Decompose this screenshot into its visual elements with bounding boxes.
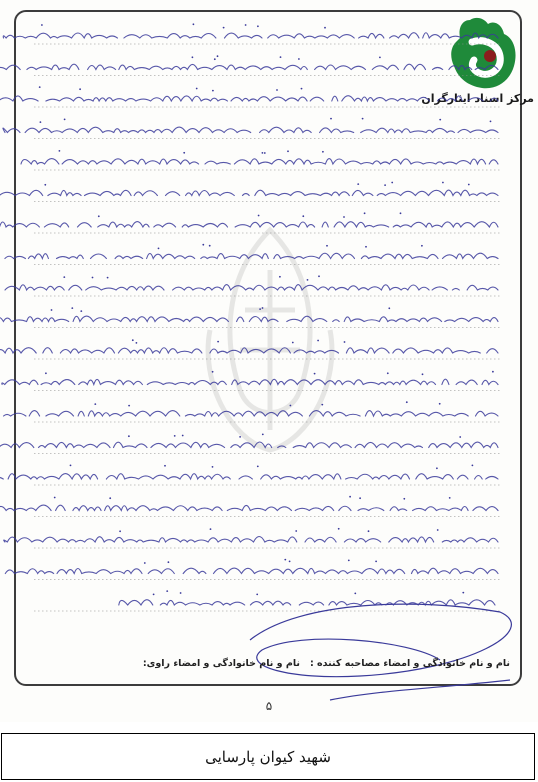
- ink-dot: [364, 212, 366, 214]
- ink-dot: [295, 530, 297, 532]
- signature-labels: [60, 658, 510, 676]
- ink-dot: [406, 401, 408, 403]
- ink-dot: [490, 121, 492, 123]
- ink-dot: [164, 465, 166, 467]
- ink-dot: [128, 405, 130, 407]
- ink-dot: [258, 215, 260, 217]
- handwritten-line: [0, 253, 498, 258]
- ink-dot: [292, 342, 294, 344]
- ink-dot: [136, 342, 138, 344]
- ink-dot: [422, 373, 424, 375]
- ink-dot: [318, 275, 320, 277]
- handwritten-line: [0, 316, 498, 321]
- ink-dot: [180, 592, 182, 594]
- ink-dot: [212, 371, 214, 373]
- ink-dot: [192, 56, 194, 58]
- handwritten-line: [3, 33, 498, 38]
- ink-dot: [301, 88, 303, 90]
- ink-dot: [384, 184, 386, 186]
- ink-dot: [314, 373, 316, 375]
- ink-dot: [472, 465, 474, 467]
- ink-dot: [284, 559, 286, 561]
- ink-dot: [94, 403, 96, 405]
- handwritten-line: [0, 190, 498, 195]
- ink-dot: [183, 152, 185, 154]
- ink-dot: [375, 561, 377, 563]
- ink-dot: [182, 435, 184, 437]
- ink-dot: [388, 307, 390, 309]
- handwritten-line: [2, 379, 498, 384]
- page-number: ۵: [265, 699, 273, 713]
- ink-dot: [287, 150, 289, 152]
- ink-dot: [41, 24, 43, 26]
- interviewer-signature-label: نام و نام خانوادگی و امضاء مصاحبه کننده :: [309, 658, 510, 669]
- ink-dot: [359, 497, 361, 499]
- ink-dot: [343, 216, 345, 218]
- ink-dot: [368, 530, 370, 532]
- ink-dot: [63, 276, 65, 278]
- ink-dot: [256, 594, 258, 596]
- ink-dot: [210, 528, 212, 530]
- ink-dot: [307, 279, 309, 281]
- ink-dot: [391, 182, 393, 184]
- ink-dot: [70, 465, 72, 467]
- ink-dot: [153, 594, 155, 596]
- ink-dot: [92, 277, 94, 279]
- handwritten-line: [0, 64, 498, 69]
- ink-dot: [212, 466, 214, 468]
- ink-dot: [436, 467, 438, 469]
- ink-dot: [459, 436, 461, 438]
- ink-dot: [338, 528, 340, 530]
- ink-dot: [379, 57, 381, 59]
- ink-dot: [354, 593, 356, 595]
- ink-dot: [128, 435, 130, 437]
- ink-dot: [365, 246, 367, 248]
- ink-dot: [71, 307, 73, 309]
- handwritten-line: [3, 127, 498, 132]
- ink-dot: [262, 307, 264, 309]
- ink-dot: [196, 88, 198, 90]
- ink-dot: [321, 404, 323, 406]
- ink-dot: [79, 88, 81, 90]
- ink-dot: [357, 183, 359, 185]
- ink-dot: [158, 248, 160, 250]
- ink-dot: [437, 529, 439, 531]
- ink-dot: [276, 89, 278, 91]
- ink-dot: [344, 341, 346, 343]
- ink-dot: [109, 497, 111, 499]
- narrator-signature-label: نام و نام خانوادگی و امضاء راوی:: [142, 658, 300, 669]
- signature-scribble: [250, 604, 511, 700]
- handwritten-line: [0, 505, 498, 510]
- ink-dot: [387, 372, 389, 374]
- ink-dot: [322, 151, 324, 153]
- ink-dot: [80, 310, 82, 312]
- ink-dot: [54, 497, 56, 499]
- organization-name: مرکز اسناد ایثارگران: [421, 92, 534, 105]
- handwritten-line: [5, 568, 498, 573]
- handwritten-line: [21, 159, 498, 164]
- ink-dot: [217, 341, 219, 343]
- ink-dot: [166, 590, 168, 592]
- ink-dot: [59, 150, 61, 152]
- ink-dot: [223, 27, 225, 29]
- ink-dot: [449, 497, 451, 499]
- ink-dot: [421, 245, 423, 247]
- ink-dot: [40, 121, 42, 123]
- ink-dot: [168, 561, 170, 563]
- ink-dot: [468, 184, 470, 186]
- handwritten-line: [0, 411, 498, 416]
- ink-dot: [348, 560, 350, 562]
- ink-dot: [262, 152, 264, 154]
- ink-dot: [209, 245, 211, 247]
- ink-dot: [400, 212, 402, 214]
- handwritten-line: [4, 537, 498, 543]
- handwritten-line: [0, 474, 498, 479]
- handwritten-line: [0, 442, 498, 448]
- ink-dot: [119, 530, 121, 532]
- handwritten-line: [0, 348, 498, 353]
- ink-dot: [280, 56, 282, 58]
- ink-dot: [193, 23, 195, 25]
- ink-dot: [144, 562, 146, 564]
- ink-dot: [202, 244, 204, 246]
- handwritten-line: [0, 96, 498, 101]
- ink-dot: [44, 184, 46, 186]
- ink-dot: [289, 561, 291, 563]
- ink-dot: [317, 340, 319, 342]
- ink-dot: [259, 308, 261, 310]
- ink-dot: [324, 27, 326, 29]
- ink-dot: [264, 152, 266, 154]
- ink-dot: [217, 55, 219, 57]
- ink-dot: [290, 405, 292, 407]
- ink-dot: [462, 592, 464, 594]
- ink-dot: [239, 436, 241, 438]
- ink-dot: [257, 466, 259, 468]
- caption-box: [1, 733, 535, 780]
- ink-dot: [326, 245, 328, 247]
- ink-dot: [298, 58, 300, 60]
- ink-dot: [132, 339, 134, 341]
- handwritten-line: [0, 222, 498, 227]
- ink-dot: [64, 119, 66, 121]
- ink-dot: [174, 435, 176, 437]
- ink-dot: [349, 496, 351, 498]
- ink-dot: [362, 118, 364, 120]
- ink-dot: [403, 498, 405, 500]
- ink-dot: [442, 182, 444, 184]
- ink-dot: [39, 86, 41, 88]
- ink-dot: [107, 277, 109, 279]
- ink-dot: [439, 403, 441, 405]
- ink-dot: [212, 90, 214, 92]
- ink-dot: [98, 215, 100, 217]
- handwritten-line: [119, 600, 495, 605]
- ink-dot: [257, 25, 259, 27]
- ink-dot: [492, 371, 494, 373]
- handwritten-line: [5, 285, 498, 290]
- ink-dot: [45, 372, 47, 374]
- ink-dot: [214, 58, 216, 60]
- ink-dot: [439, 119, 441, 121]
- ink-dot: [262, 434, 264, 436]
- ink-dot: [51, 309, 53, 311]
- caption-text: شهید کیوان پارسایی: [205, 747, 331, 766]
- ink-dot: [330, 118, 332, 120]
- ink-dot: [279, 276, 281, 278]
- ink-dot: [302, 215, 304, 217]
- ink-dot: [245, 24, 247, 26]
